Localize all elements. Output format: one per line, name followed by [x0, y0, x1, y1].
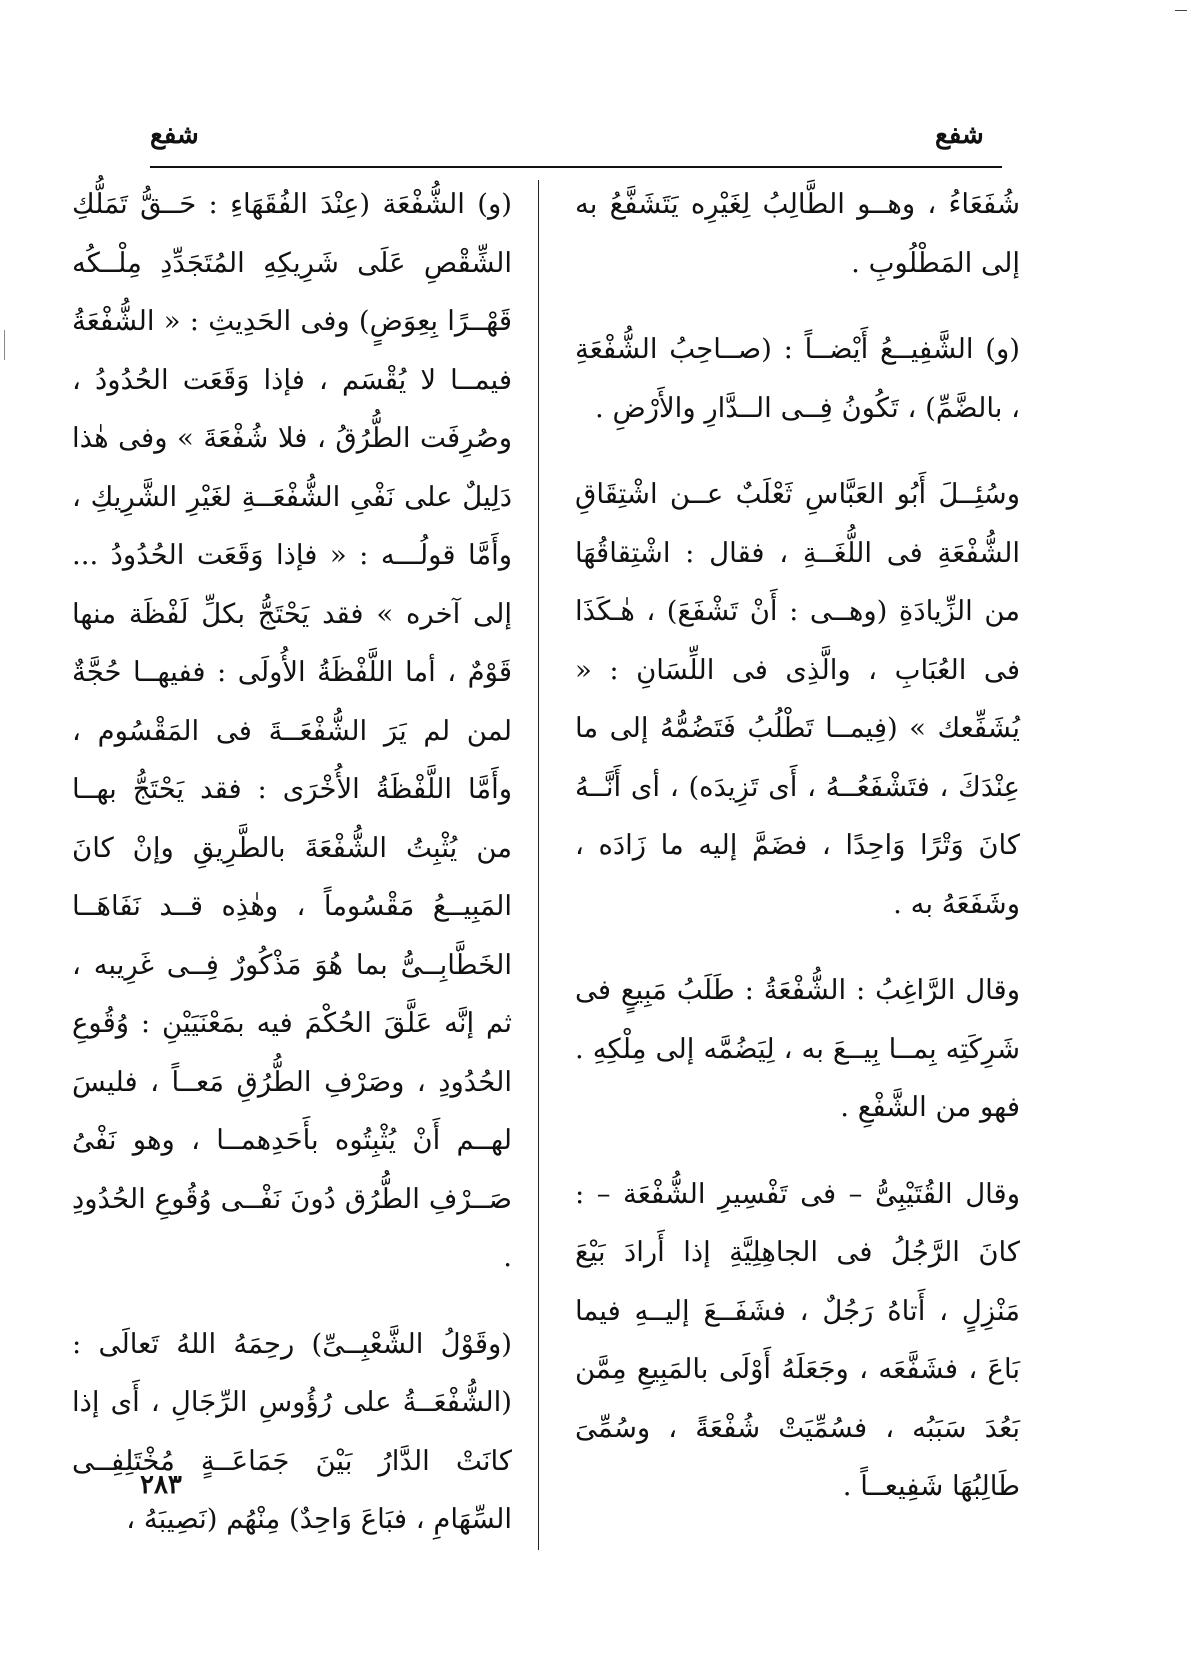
running-head-right: شفع: [935, 120, 984, 150]
scan-edge-mark: [4, 330, 5, 360]
left-column: [72, 175, 512, 1577]
paragraph: (و) الشَّفِيــعُ أَيْضــاً : (صــاحِبُ الشُّفْعَةِ ، بالضَّمِّ) ، تَكُونُ فِــى الــدَّارِ والأَرْضِ .: [575, 333, 1020, 424]
running-head-left: شفع: [150, 120, 199, 150]
right-column: [575, 175, 1020, 1544]
header-rule: [150, 166, 1002, 168]
paragraph: (وقَوْلُ الشَّعْبِــىِّ) رحِمَهُ اللهُ تَعالَى : (الشُّفْعَــةُ على رُؤُوسِ الرِّجَالِ ، أَى إذا كانَتْ الدَّارُ بَيْنَ جَمَاعَــةٍ مُخْتَلِفِــى السِّهَامِ ، فبَاعَ وَاحِدٌ) مِنْهُم (نَصِيبَهُ ،: [72, 1327, 512, 1535]
paragraph: وسُئِــلَ أَبُو العَبَّاسِ ثَعْلَبٌ عــن اشْتِقَاقِ الشُّفْعَةِ فى اللُّغَــةِ ، فقال : اشْتِقاقُهَا من الزِّيادَةِ (وهــى : أَنْ تَشْفَعَ) ، هٰـكَذَا فى العُبَابِ ، والَّذِى فى اللِّسَانِ : « يُشَفِّعك » (فِيمــا تَطْلُبُ فَتَضُمُّهُ إلى ما عِنْدَكَ ، فتَشْفَعُــهُ ، أَى تَزِيدَه) ، أى أَنَّــهُ كانَ وَتْرًا وَاحِدًا ، فضَمَّ إليه ما زَادَه ، وشَفَعَهُ به .: [575, 478, 1020, 920]
paragraph: وقال الرَّاغِبُ : الشُّفْعَةُ : طَلَبُ مَبِيعٍ فى شَرِكَتِه بِمــا بِيــعَ به ، لِيَضُمَّه إلى مِلْكِهِ . فهو من الشَّفْعِ .: [575, 974, 1020, 1123]
column-divider: [538, 180, 539, 1550]
paragraph: شُفَعَاءُ ، وهــو الطَّالِبُ لِغَيْرِه يَتَشَفَّعُ به إلى المَطْلُوبِ .: [575, 188, 1020, 279]
paragraph: وقال القُتَيْبِىُّ – فى تَفْسِيرِ الشُّفْعَة – : كانَ الرَّجُلُ فى الجاهِلِيَّةِ إذا أَرادَ بَيْعَ مَنْزِلٍ ، أَتاهُ رَجُلٌ ، فشَفَــعَ إليــهِ فيما بَاعَ ، فشَفَّعَه ، وجَعَلَهُ أَوْلَى بالمَبِيعِ مِمَّن بَعُدَ سَبَبُه ، فسُمِّيَتْ شُفْعَةً ، وسُمِّىَ طَالِبُهَا شَفِيعــاً .: [575, 1177, 1020, 1502]
paragraph: (و) الشُّفْعَة (عِنْدَ الفُقَهَاءِ : حَــقُّ تَمَلُّكِ الشِّقْصِ عَلَى شَرِيكِهِ المُتَجَدِّدِ مِلْــكُه قَهْــرًا بِعِوَضٍ) وفى الحَدِيثِ : « الشُّفْعَةُ فيمــا لا يُقْسَم ، فإذا وَقَعَت الحُدُودُ ، وصُرِفَت الطُّرُقُ ، فلا شُفْعَةَ » وفى هٰذا دَلِيلٌ على نَفْىِ الشُّفْعَــةِ لغَيْرِ الشَّرِيكِ ، وأَمَّا قولُـــه : « فإذا وَقَعَت الحُدُودُ ... إلى آخره » فقد يَحْتَجُّ بكلِّ لَفْظَة منها قَوْمٌ ، أما اللَّفْظَةُ الأُولَى : ففيهــا حُجَّةٌ لمن لم يَرَ الشُّفْعَــةَ فى المَقْسُوم ، وأَمَّا اللَّفْظَةُ الأُخْرَى : فقد يَحْتَجُّ بهــا من يُثْبِتُ الشُّفْعَةَ بالطَّرِيقِ وإنْ كانَ المَبِيــعُ مَقْسُوماً ، وهٰذِه قــد نَفَاهَــا الخَطَّابِــىُّ بما هُوَ مَذْكُورٌ فِــى غَرِيبه ، ثم إنَّه عَلَّقَ الحُكْمَ فيه بمَعْنَيَيْنِ : وُقُوعِ الحُدُودِ ، وصَرْفِ الطُّرُقِ مَعــاً ، فليسَ لهــم أَنْ يُثْبِتُوه بأَحَدِهمــا ، وهو نَفْىُ صَــرْفِ الطُّرُق دُونَ نَفْــى وُقُوعِ الحُدُودِ .: [72, 188, 512, 1273]
scan-edge-mark: [1175, 10, 1187, 11]
page-number: ٢٨٣: [140, 1470, 182, 1500]
